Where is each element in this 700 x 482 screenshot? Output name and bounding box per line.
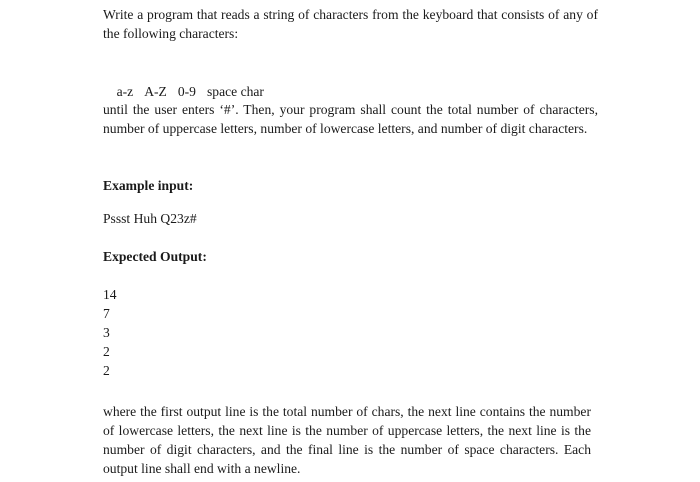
char-set-uppercase: A-Z [144, 84, 167, 99]
expected-output-list [103, 285, 117, 380]
output-line: 2 [103, 363, 110, 378]
char-set-lowercase: a-z [116, 84, 134, 99]
example-input-heading: Example input: [103, 178, 194, 193]
example-input-value: Pssst Huh Q23z# [103, 211, 197, 226]
output-line: 2 [103, 344, 110, 359]
explanation-paragraph: where the first output line is the total number of chars, the next line contains the number of lowercase letters, the next line is the number of uppercase letters, the next line is the number of digit characters, and the final line is the number of space characters. Each output line shall end with a newline. [103, 404, 591, 476]
expected-output-heading: Expected Output: [103, 249, 207, 264]
output-line: 7 [103, 306, 110, 321]
instructions-paragraph: until the user enters ‘#’. Then, your program shall count the total number of characters, number of uppercase letters, number of lowercase letters, and number of digit characters. [103, 102, 598, 136]
intro-paragraph: Write a program that reads a string of characters from the keyboard that consists of any of the following characters: [103, 7, 598, 41]
output-line: 3 [103, 325, 110, 340]
char-set-digits: 0-9 [177, 84, 196, 99]
char-set-space: space char [206, 84, 264, 99]
output-line: 14 [103, 287, 117, 302]
